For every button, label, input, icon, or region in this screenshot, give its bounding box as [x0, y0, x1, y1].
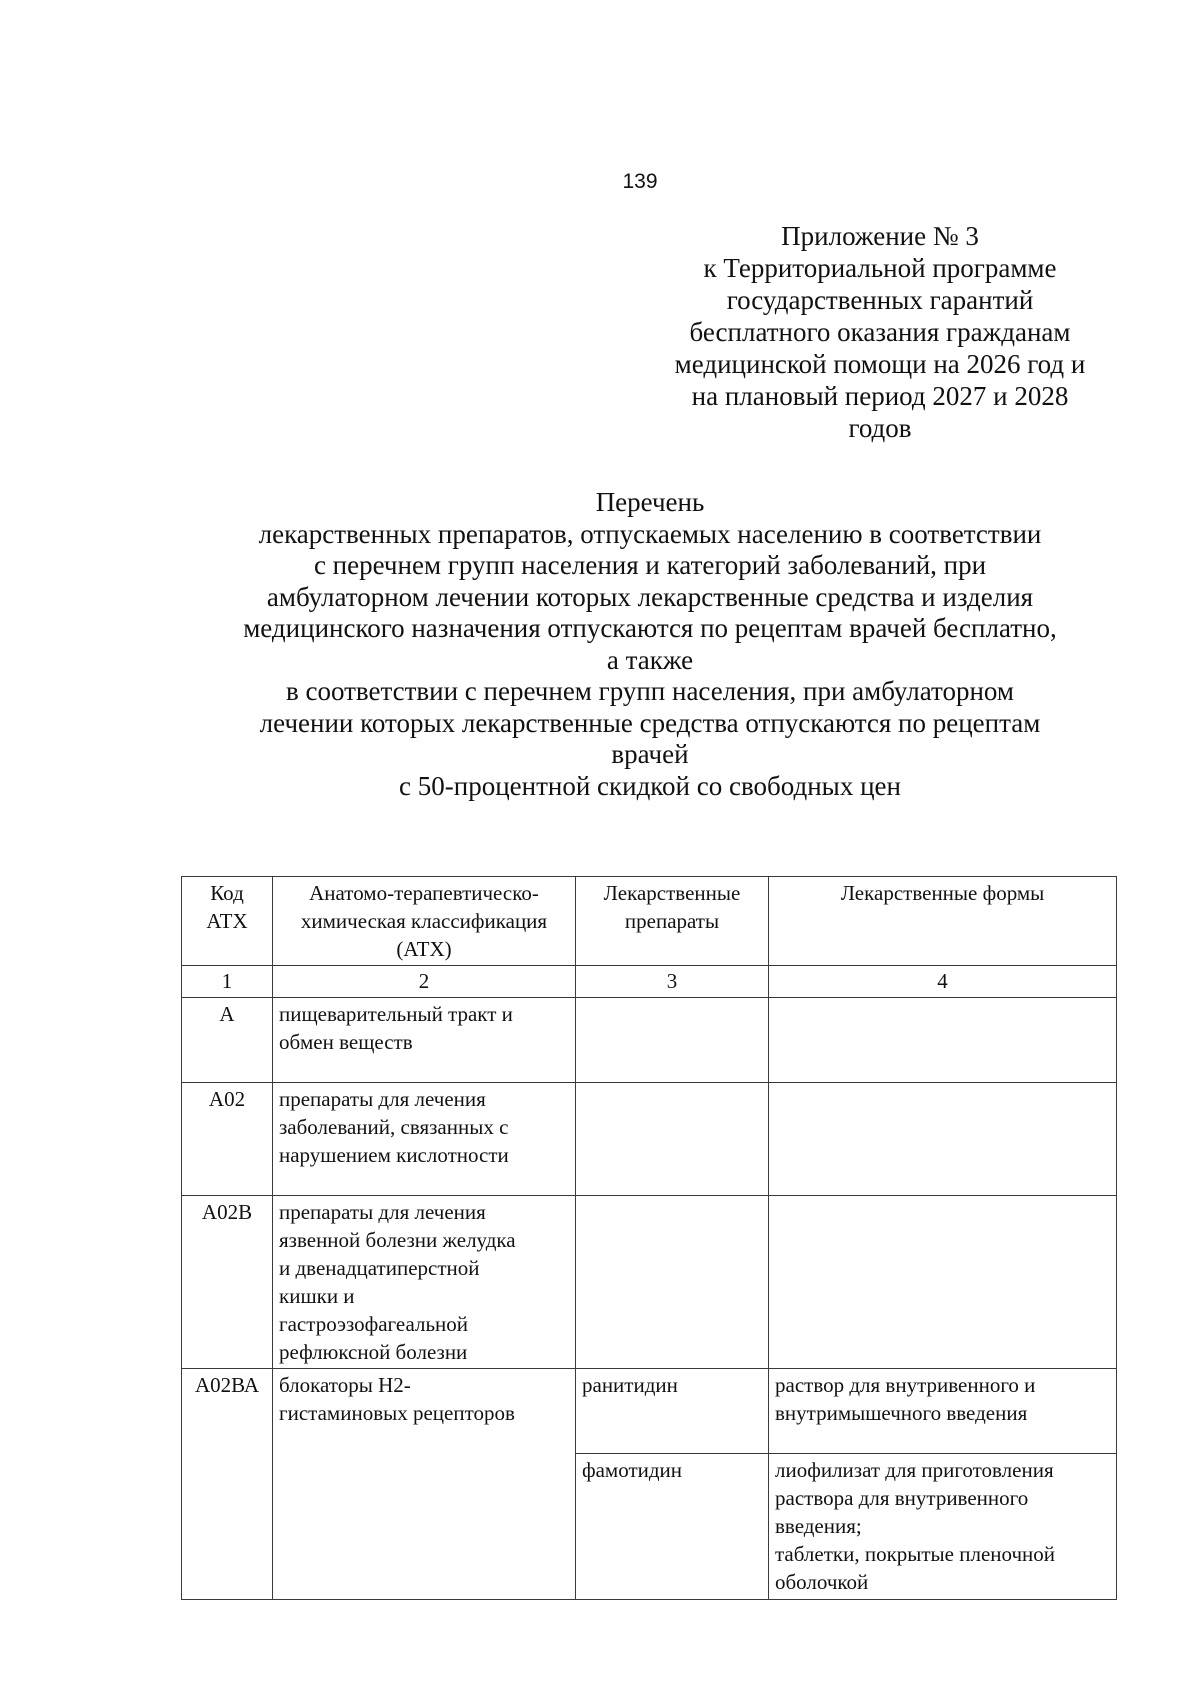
- table-row: [182, 1083, 1117, 1196]
- cell-line: препараты для лечения: [279, 1087, 486, 1111]
- drug-form-line: оболочкой: [775, 1570, 869, 1594]
- atc-code: А02В: [182, 1196, 273, 1369]
- column-number: 3: [576, 966, 769, 998]
- appendix-line: Приложение № 3: [781, 221, 979, 251]
- header-classification: [273, 877, 576, 966]
- column-number: 2: [273, 966, 576, 998]
- drug-forms-cell: [769, 998, 1117, 1083]
- table-row: [182, 1369, 1117, 1454]
- atc-classification: [273, 1196, 576, 1369]
- drug-name-cell: [576, 1196, 769, 1369]
- header-line: Анатомо-терапевтическо-: [309, 881, 539, 905]
- drug-form-line: таблетки, покрытые пленочной: [775, 1542, 1056, 1566]
- heading-line: лекарственных препаратов, отпускаемых населению в соответствии: [258, 518, 1042, 549]
- drug-name-cell: [576, 1083, 769, 1196]
- drug-name-cell: [576, 1369, 769, 1454]
- heading-line: а также: [606, 644, 694, 675]
- column-number: 1: [182, 966, 273, 998]
- header-drugs: [576, 877, 769, 966]
- drug-name: фамотидин: [582, 1458, 683, 1482]
- header-line: Код: [210, 881, 244, 905]
- cell-line: гастроэзофагеальной: [279, 1312, 469, 1336]
- appendix-line: на плановый период 2027 и 2028: [691, 381, 1069, 411]
- heading-line: в соответствии с перечнем групп населения, при амбулаторном: [286, 676, 1014, 706]
- document-heading: [190, 487, 1110, 802]
- cell-line: нарушением кислотности: [279, 1143, 509, 1167]
- drug-form-line: внутримышечного введения: [775, 1401, 1028, 1425]
- drug-form-line: введения;: [775, 1514, 862, 1538]
- header-line: (АТХ): [396, 937, 452, 961]
- table-row: [182, 1196, 1117, 1369]
- cell-line: препараты для лечения: [279, 1200, 486, 1224]
- atc-code: А: [182, 998, 273, 1083]
- drug-form-line: лиофилизат для приготовления: [775, 1458, 1054, 1482]
- cell-line: и двенадцатиперстной: [279, 1256, 480, 1280]
- drug-name: ранитидин: [582, 1373, 678, 1397]
- heading-line: с перечнем групп населения и категорий заболеваний, при: [313, 550, 987, 580]
- heading-line: Перечень: [595, 487, 705, 517]
- atc-code: А02ВА: [182, 1369, 273, 1600]
- cell-line: пищеварительный тракт и: [279, 1002, 513, 1026]
- heading-line: медицинского назначения отпускаются по рецептам врачей бесплатно,: [243, 613, 1057, 643]
- atc-classification: [273, 1369, 576, 1600]
- column-number: 4: [769, 966, 1117, 998]
- heading-line: врачей: [611, 739, 689, 769]
- cell-line: блокаторы Н2-: [279, 1373, 411, 1397]
- appendix-line: бесплатного оказания гражданам: [689, 317, 1071, 347]
- header-line: АТХ: [206, 909, 248, 933]
- header-line: химическая классификация: [300, 909, 548, 933]
- heading-line: с 50-процентной скидкой со свободных цен: [399, 770, 901, 801]
- heading-line: лечении которых лекарственные средства отпускаются по рецептам: [259, 707, 1041, 738]
- header-line: препараты: [624, 909, 720, 933]
- drug-forms-cell: [769, 1196, 1117, 1369]
- drug-name-cell: [576, 1454, 769, 1600]
- header-code: [182, 877, 273, 966]
- cell-line: заболеваний, связанных с: [279, 1115, 509, 1139]
- header-forms: [769, 877, 1117, 966]
- drug-forms-cell: [769, 1369, 1117, 1454]
- page-number: 139: [622, 170, 658, 193]
- column-number-row: [182, 966, 1117, 998]
- appendix-line: к Территориальной программе: [703, 253, 1057, 283]
- heading-line: амбулаторном лечении которых лекарственные средства и изделия: [266, 581, 1034, 612]
- appendix-note: [620, 220, 1140, 444]
- drug-form-line: раствора для внутривенного: [775, 1486, 1029, 1510]
- drug-forms-cell: [769, 1454, 1117, 1600]
- appendix-line: государственных гарантий: [726, 285, 1034, 315]
- header-line: Лекарственные формы: [840, 881, 1045, 905]
- cell-line: рефлюксной болезни: [279, 1340, 468, 1364]
- cell-line: язвенной болезни желудка: [279, 1228, 516, 1252]
- drug-list-table: [181, 876, 1117, 1600]
- cell-line: гистаминовых рецепторов: [279, 1401, 515, 1425]
- atc-classification: [273, 998, 576, 1083]
- drug-forms-cell: [769, 1083, 1117, 1196]
- atc-classification: [273, 1083, 576, 1196]
- table-row: [182, 998, 1117, 1083]
- atc-code: А02: [182, 1083, 273, 1196]
- cell-line: кишки и: [279, 1284, 355, 1308]
- table-header-row: [182, 877, 1117, 966]
- appendix-line: медицинской помощи на 2026 год и: [674, 349, 1086, 379]
- drug-form-line: раствор для внутривенного и: [775, 1373, 1036, 1397]
- drug-name-cell: [576, 998, 769, 1083]
- header-line: Лекарственные: [603, 881, 741, 905]
- cell-line: обмен веществ: [279, 1030, 413, 1054]
- appendix-line: годов: [848, 413, 912, 443]
